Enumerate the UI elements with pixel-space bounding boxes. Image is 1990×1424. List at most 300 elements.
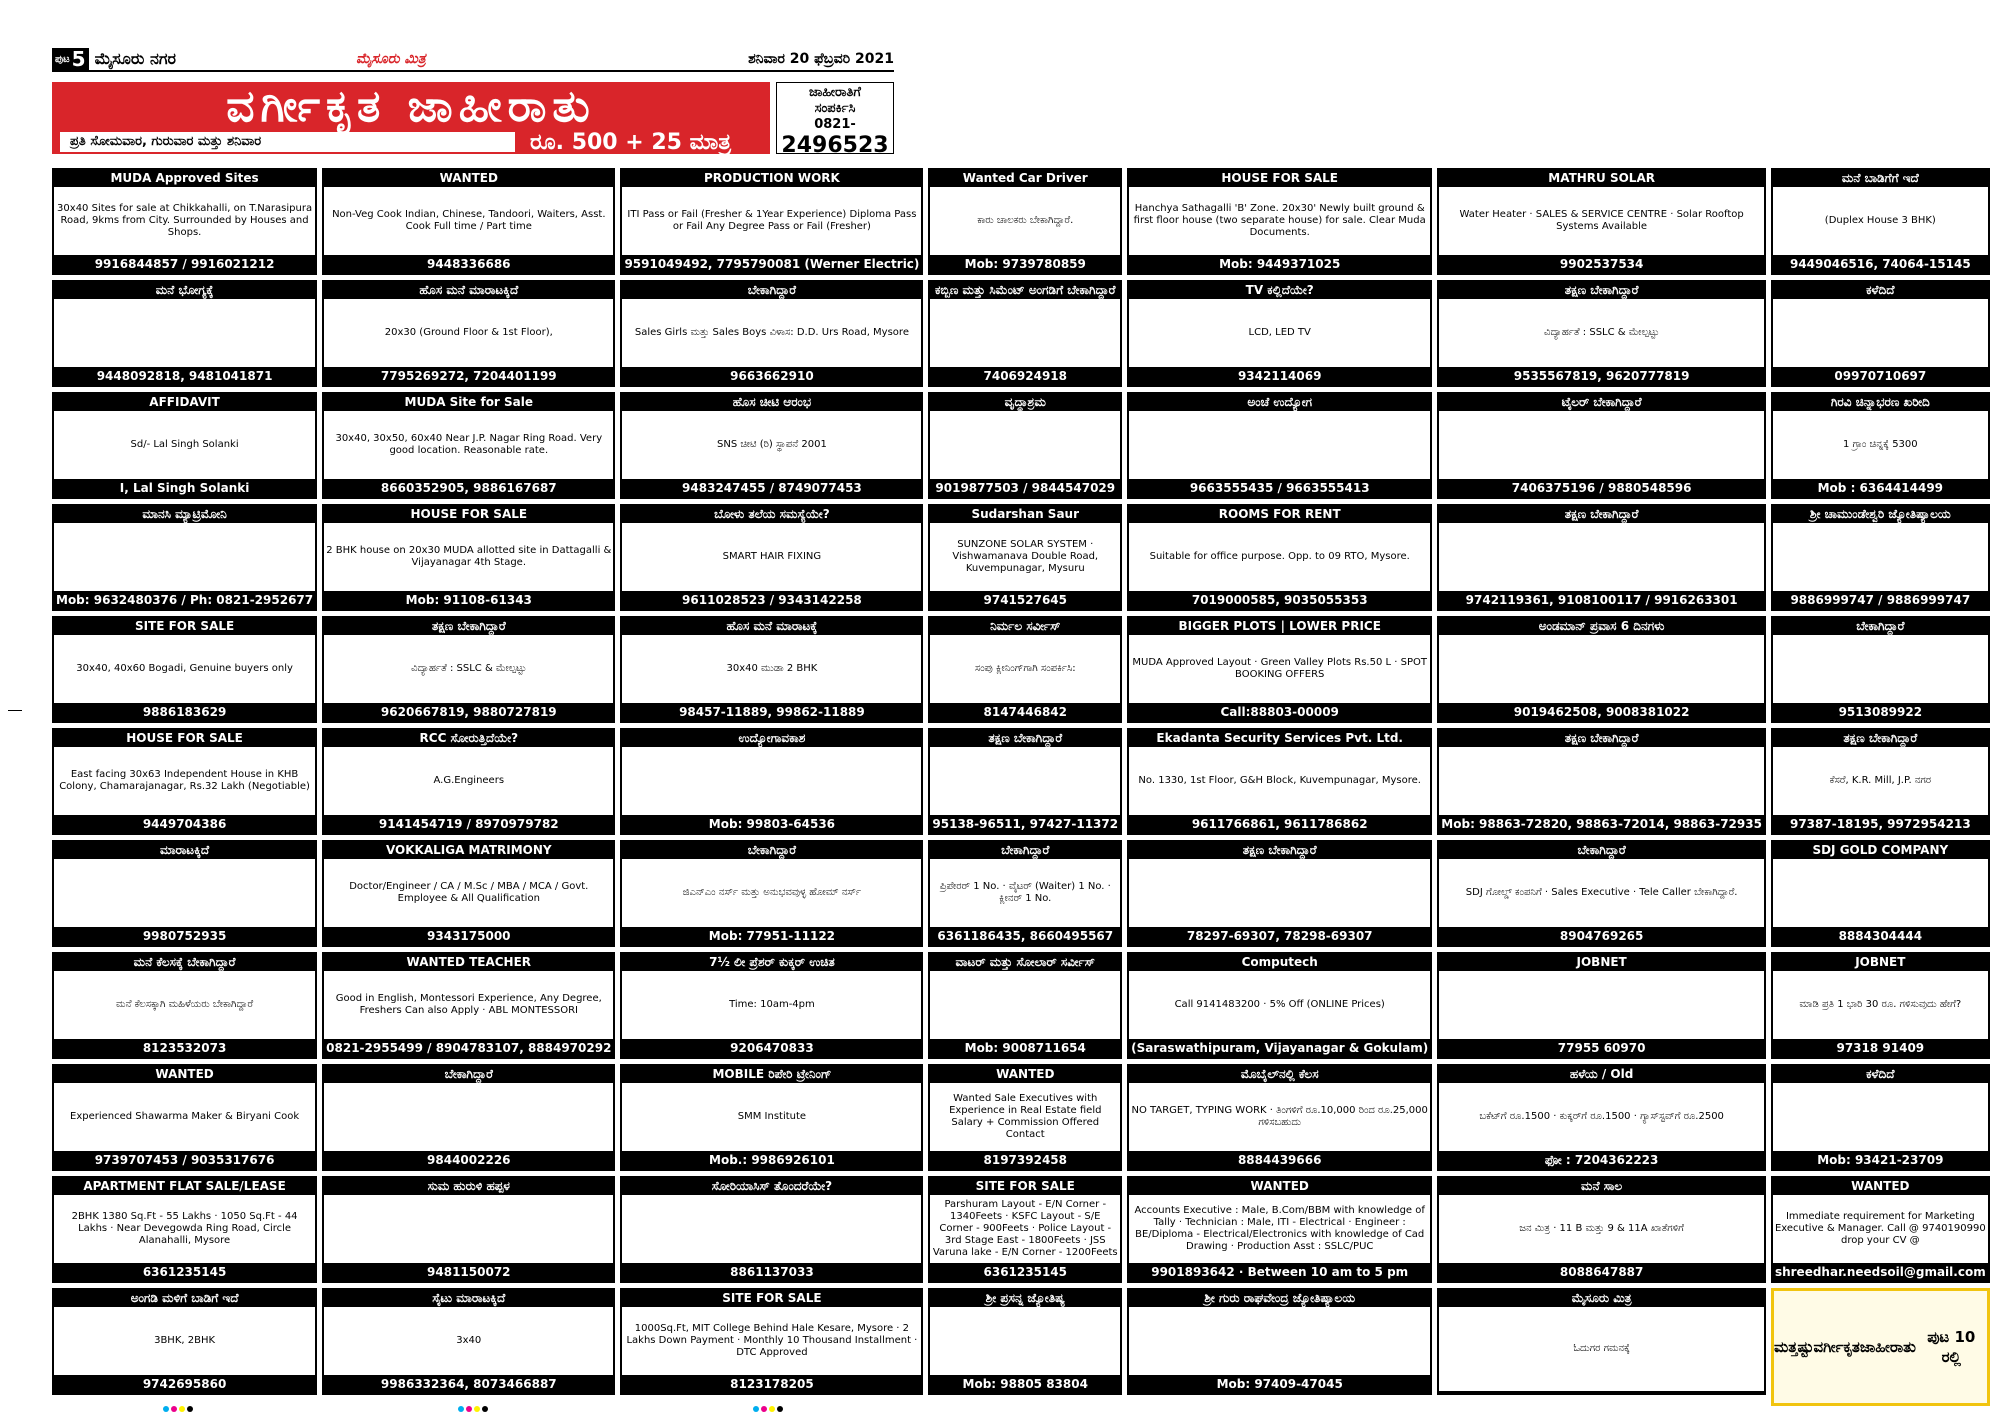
ad-heading: ಸೈಟು ಮಾರಾಟಕ್ಕಿದೆ bbox=[324, 1290, 613, 1307]
ad-body: 30x40, 40x60 Bogadi, Genuine buyers only bbox=[76, 663, 293, 674]
ad-body bbox=[54, 523, 315, 591]
classified-ad[interactable] bbox=[322, 1176, 615, 1283]
ad-heading: MUDA Approved Sites bbox=[54, 170, 315, 187]
classified-ad[interactable] bbox=[52, 1288, 317, 1395]
classified-ad[interactable] bbox=[1437, 1064, 1766, 1171]
classified-ad[interactable] bbox=[1437, 1288, 1766, 1395]
ad-body: Accounts Executive : Male, B.Com/BBM with knowledge of Tally · Technician : Male, ITI - Electrical · Engineer : BE/Diploma - Electrical/Electronics with knowledge of Cad Drawing · Production Asst : SSLC/PUC bbox=[1134, 1205, 1425, 1252]
classified-ad[interactable] bbox=[52, 280, 317, 387]
banner-title: ವರ್ಗೀಕೃತ ಜಾಹೀರಾತು bbox=[226, 81, 596, 132]
ad-phone[interactable]: 9611028523 / 9343142258 bbox=[622, 591, 921, 609]
ad-heading: ಅಂಡಮಾನ್ ಪ್ರವಾಸ 6 ದಿನಗಳು bbox=[1439, 618, 1764, 635]
ad-phone[interactable]: 97318 91409 bbox=[1773, 1039, 1988, 1057]
ad-heading: ಮಾರಾಟಕ್ಕಿದೆ bbox=[54, 842, 315, 859]
classified-ad[interactable] bbox=[1127, 280, 1432, 387]
classified-ad[interactable] bbox=[928, 840, 1122, 947]
ad-phone[interactable]: 9591049492, 7795790081 (Werner Electric) bbox=[624, 257, 920, 271]
ad-heading: ಗಿರವಿ ಚಿನ್ನಾಭರಣ ಖರೀದಿ bbox=[1773, 394, 1988, 411]
ad-phone[interactable]: 9019877503 / 9844547029 bbox=[930, 479, 1120, 497]
ad-body: ಮಾಡಿ ಪ್ರತಿ 1 ಭಾರಿ 30 ರೂ. ಗಳಿಸುವುದು ಹೇಗೆ? bbox=[1799, 999, 1962, 1010]
ad-heading: HOUSE FOR SALE bbox=[1129, 170, 1430, 187]
ad-phone[interactable]: 9916844857 / 9916021212 bbox=[54, 255, 315, 273]
ad-heading: ಮನೆ ಭೋಗ್ಯಕ್ಕೆ bbox=[54, 282, 315, 299]
ad-phone[interactable]: 9449704386 bbox=[54, 815, 315, 833]
ad-heading: SITE FOR SALE bbox=[930, 1178, 1120, 1195]
ad-phone[interactable]: Mob: 98863-72820, 98863-72014, 98863-72935 bbox=[1441, 817, 1762, 831]
ad-body bbox=[54, 859, 315, 927]
ad-phone[interactable]: 95138-96511, 97427-11372 bbox=[932, 817, 1119, 831]
classified-ad[interactable] bbox=[1127, 392, 1432, 499]
ad-body: ITI Pass or Fail (Fresher & 1Year Experience) Diploma Pass or Fail Any Degree Pass or Fail (Fresher) bbox=[627, 209, 917, 232]
classified-ad[interactable] bbox=[928, 728, 1122, 835]
ad-phone[interactable]: 9019462508, 9008381022 bbox=[1439, 703, 1764, 721]
ad-body bbox=[1773, 299, 1988, 367]
classified-ad[interactable] bbox=[620, 1064, 923, 1171]
ad-phone[interactable]: 9513089922 bbox=[1773, 703, 1988, 721]
ad-body: NO TARGET, TYPING WORK · ತಿಂಗಳಿಗೆ ರೂ.10,000 ರಿಂದ ರೂ.25,000 ಗಳಿಸಬಹುದು bbox=[1131, 1105, 1428, 1128]
ad-heading: ಮೈಸೂರು ಮಿತ್ರ bbox=[1439, 1290, 1764, 1307]
ad-phone[interactable]: 9742119361, 9108100117 / 9916263301 bbox=[1439, 591, 1764, 609]
ad-phone[interactable]: 77955 60970 bbox=[1439, 1039, 1764, 1057]
contact-line-2: ಸಂಪರ್ಕಿಸಿ bbox=[814, 101, 856, 116]
contact-box bbox=[776, 82, 894, 158]
ad-heading: ಬೇಕಾಗಿದ್ದಾರೆ bbox=[1439, 842, 1764, 859]
ad-heading: 7½ ಲೀ ಪ್ರೆಶರ್ ಕುಕ್ಕರ್ ಉಚಿತ bbox=[622, 954, 921, 971]
reg-marks-right bbox=[753, 1406, 783, 1418]
ad-heading: ಹೊಸ ಚೀಟಿ ಆರಂಭ bbox=[622, 394, 921, 411]
ad-heading: Wanted Car Driver bbox=[930, 170, 1120, 187]
color-registration-marks bbox=[0, 1406, 945, 1418]
classified-ad[interactable] bbox=[1437, 728, 1766, 835]
ad-phone[interactable]: Mob: 97409-47045 bbox=[1129, 1375, 1430, 1393]
classified-ad[interactable] bbox=[52, 952, 317, 1059]
classified-ad[interactable] bbox=[52, 1176, 317, 1283]
classified-ad[interactable] bbox=[1127, 1064, 1432, 1171]
classified-ad[interactable] bbox=[928, 168, 1122, 275]
ad-phone[interactable]: 8147446842 bbox=[930, 703, 1120, 721]
ad-body: SNS ಚೀಟಿ (ರಿ) ಸ್ಥಾಪನೆ 2001 bbox=[717, 439, 827, 450]
classified-ad[interactable] bbox=[322, 504, 615, 611]
ad-phone[interactable]: 8197392458 bbox=[930, 1151, 1120, 1169]
ad-phone[interactable]: 9741527645 bbox=[930, 591, 1120, 609]
ad-phone[interactable]: 78297-69307, 78298-69307 bbox=[1129, 927, 1430, 945]
classified-ad[interactable] bbox=[928, 616, 1122, 723]
ad-heading: ಅಂಚೆ ಉದ್ಯೋಗ bbox=[1129, 394, 1430, 411]
ad-phone[interactable]: Mob: 93421-23709 bbox=[1773, 1151, 1988, 1169]
classified-ad[interactable] bbox=[52, 1064, 317, 1171]
classified-ad[interactable] bbox=[620, 728, 923, 835]
ad-phone[interactable]: (Saraswathipuram, Vijayanagar & Gokulam) bbox=[1131, 1041, 1429, 1055]
ad-body: Parshuram Layout - E/N Corner - 1340Feets · KSFC Layout - S/E Corner - 900Feets · Police Layout - 3rd Stage East - 1800Feets · JSS Varuna lake - E/N Corner - 1200Feets bbox=[932, 1199, 1118, 1258]
ad-body bbox=[1439, 747, 1764, 815]
ad-heading: ಮನೆ ಸಾಲ bbox=[1439, 1178, 1764, 1195]
ad-body: ಸಂಪು ಕ್ಲೀನಿಂಗ್‌ಗಾಗಿ ಸಂಪರ್ಕಿಸಿ: bbox=[974, 663, 1076, 674]
ad-phone[interactable]: 9663555435 / 9663555413 bbox=[1129, 479, 1430, 497]
ad-phone[interactable]: 8904769265 bbox=[1439, 927, 1764, 945]
ad-phone[interactable]: 9742695860 bbox=[54, 1375, 315, 1393]
page-number-box bbox=[52, 48, 89, 70]
ad-body bbox=[324, 1083, 613, 1151]
ad-heading: ಅಂಗಡಿ ಮಳಿಗೆ ಬಾಡಿಗೆ ಇದೆ bbox=[54, 1290, 315, 1307]
ad-body: LCD, LED TV bbox=[1248, 327, 1311, 338]
ad-heading: BIGGER PLOTS | LOWER PRICE bbox=[1129, 618, 1430, 635]
classified-ad[interactable] bbox=[322, 392, 615, 499]
ad-body bbox=[930, 299, 1120, 367]
ad-body: 30x40 Sites for sale at Chikkahalli, on T.Narasipura Road, 9kms from City. Surrounded by Houses and Shops. bbox=[57, 203, 313, 238]
ad-heading: ವಾಟರ್ ಮತ್ತು ಸೋಲಾರ್ ಸರ್ವೀಸ್ bbox=[930, 954, 1120, 971]
ad-body: ಕಾರು ಚಾಲಕರು ಬೇಕಾಗಿದ್ದಾರೆ. bbox=[977, 215, 1074, 226]
classified-ad[interactable] bbox=[322, 168, 615, 275]
issue-date: ಶನಿವಾರ 20 ಫೆಬ್ರವರಿ 2021 bbox=[748, 51, 894, 67]
ad-phone[interactable] bbox=[1439, 1391, 1764, 1393]
classified-ad[interactable] bbox=[322, 952, 615, 1059]
contact-number[interactable]: 2496523 bbox=[781, 133, 889, 158]
classified-ad[interactable] bbox=[620, 1288, 923, 1395]
ad-phone[interactable]: 9449046516, 74064-15145 bbox=[1773, 255, 1988, 273]
newspaper-logo[interactable]: ಮೈಸೂರು ಮಿತ್ರ bbox=[355, 51, 426, 67]
classified-ad[interactable] bbox=[1127, 504, 1432, 611]
ad-phone[interactable]: 6361235145 bbox=[930, 1263, 1120, 1281]
classified-ad[interactable] bbox=[928, 1288, 1122, 1395]
classified-ad[interactable] bbox=[1127, 728, 1432, 835]
classified-ad[interactable] bbox=[1771, 1176, 1990, 1283]
ad-phone[interactable]: Mob: 9449371025 bbox=[1129, 255, 1430, 273]
classified-ad[interactable] bbox=[928, 280, 1122, 387]
ad-phone[interactable]: 8884304444 bbox=[1773, 927, 1988, 945]
classified-ad[interactable] bbox=[1771, 504, 1990, 611]
classified-ad[interactable] bbox=[1437, 840, 1766, 947]
ad-phone[interactable]: Mob: 9632480376 / Ph: 0821-2952677 bbox=[56, 593, 314, 607]
ad-phone[interactable]: 7406375196 / 9880548596 bbox=[1439, 479, 1764, 497]
ad-body bbox=[1439, 411, 1764, 479]
ad-body: ಜಿಎನ್‌ಎಂ ನರ್ಸ್ ಮತ್ತು ಅನುಭವವುಳ್ಳ ಹೋಮ್ ನರ್ಸ್ bbox=[682, 887, 862, 898]
ad-body: ವಿದ್ಯಾರ್ಹತೆ : SSLC & ಮೇಲ್ಪಟ್ಟು bbox=[411, 663, 527, 674]
ad-phone[interactable]: Mob: 9008711654 bbox=[930, 1039, 1120, 1057]
ad-body: 1 ಗ್ರಾಂ ಚಿನ್ನಕ್ಕೆ 5300 bbox=[1843, 439, 1918, 450]
ad-heading: HOUSE FOR SALE bbox=[54, 730, 315, 747]
ad-heading: MUDA Site for Sale bbox=[324, 394, 613, 411]
ad-heading: ಟೈಲರ್ ಬೇಕಾಗಿದ್ದಾರೆ bbox=[1439, 394, 1764, 411]
classified-ad[interactable] bbox=[928, 1176, 1122, 1283]
ad-heading: Computech bbox=[1129, 954, 1430, 971]
ad-body bbox=[54, 299, 315, 367]
ad-body bbox=[1129, 411, 1430, 479]
classified-ad[interactable] bbox=[1771, 952, 1990, 1059]
ad-phone[interactable]: Mob: 99803-64536 bbox=[622, 815, 921, 833]
ad-heading: ಕಳೆದಿದೆ bbox=[1773, 282, 1988, 299]
classified-ad[interactable] bbox=[52, 392, 317, 499]
ad-body: Doctor/Engineer / CA / M.Sc / MBA / MCA / Govt. Employee & All Qualification bbox=[349, 881, 589, 904]
ad-body: 30x40, 30x50, 60x40 Near J.P. Nagar Ring Road. Very good location. Reasonable rate. bbox=[335, 433, 603, 456]
classified-ad[interactable] bbox=[1771, 392, 1990, 499]
ad-heading: ಬೇಕಾಗಿದ್ದಾರೆ bbox=[622, 842, 921, 859]
ads-grid bbox=[52, 168, 1986, 1406]
ad-phone[interactable]: 9343175000 bbox=[324, 927, 613, 945]
ad-body bbox=[1439, 523, 1764, 591]
classified-ad[interactable] bbox=[1771, 280, 1990, 387]
ad-phone[interactable]: 9611766861, 9611786862 bbox=[1129, 815, 1430, 833]
ad-heading: JOBNET bbox=[1773, 954, 1988, 971]
ad-heading: ಬೇಕಾಗಿದ್ದಾರೆ bbox=[622, 282, 921, 299]
ad-phone[interactable]: 8861137033 bbox=[622, 1263, 921, 1281]
ad-body: 2 BHK house on 20x30 MUDA allotted site in Dattagalli & Vijayanagar 4th Stage. bbox=[326, 545, 612, 568]
classified-ad[interactable] bbox=[620, 616, 923, 723]
classified-ad[interactable] bbox=[928, 952, 1122, 1059]
ad-heading: ವೃದ್ಧಾಶ್ರಮ bbox=[930, 394, 1120, 411]
ad-phone[interactable]: 9886999747 / 9886999747 bbox=[1773, 591, 1988, 609]
ad-phone[interactable]: Mob: 98805 83804 bbox=[930, 1375, 1120, 1393]
ad-phone[interactable]: 7406924918 bbox=[930, 367, 1120, 385]
ad-phone[interactable]: 9986332364, 8073466887 bbox=[324, 1375, 613, 1393]
ad-heading: ಸೋರಿಯಾಸಿಸ್ ತೊಂದರೆಯೇ? bbox=[622, 1178, 921, 1195]
ad-heading: ಬೋಳು ತಲೆಯ ಸಮಸ್ಯೆಯೇ? bbox=[622, 506, 921, 523]
classified-ad[interactable] bbox=[620, 952, 923, 1059]
ad-phone[interactable]: 8884439666 bbox=[1129, 1151, 1430, 1169]
ad-heading: WANTED bbox=[324, 170, 613, 187]
ad-heading: ತಕ್ಷಣ ಬೇಕಾಗಿದ್ದಾರೆ bbox=[324, 618, 613, 635]
classified-ad[interactable] bbox=[620, 168, 923, 275]
ad-heading: ಕಳೆದಿದೆ bbox=[1773, 1066, 1988, 1083]
contact-line-1: ಜಾಹೀರಾತಿಗೆ bbox=[809, 85, 861, 100]
ad-price: ರೂ. 500 + 25 ಮಾತ್ರ bbox=[530, 130, 731, 155]
ad-body: ಕೆಸರೆ, K.R. Mill, J.P. ನಗರ bbox=[1829, 775, 1932, 786]
ad-heading: ಬೇಕಾಗಿದ್ದಾರೆ bbox=[930, 842, 1120, 859]
ad-body bbox=[1773, 859, 1988, 927]
classified-ad[interactable] bbox=[1127, 1176, 1432, 1283]
ad-heading: SITE FOR SALE bbox=[54, 618, 315, 635]
ad-phone[interactable]: 9483247455 / 8749077453 bbox=[622, 479, 921, 497]
ad-body: No. 1330, 1st Floor, G&H Block, Kuvempunagar, Mysore. bbox=[1138, 775, 1421, 786]
ad-heading: WANTED TEACHER bbox=[324, 954, 613, 971]
ad-heading: ತಕ್ಷಣ ಬೇಕಾಗಿದ್ದಾರೆ bbox=[1129, 842, 1430, 859]
classified-ad[interactable] bbox=[1127, 1288, 1432, 1395]
ad-phone[interactable]: Mob: 77951-11122 bbox=[622, 927, 921, 945]
classified-ad[interactable] bbox=[1127, 840, 1432, 947]
ad-body: Good in English, Montessori Experience, Any Degree, Freshers Can also Apply · ABL MONTESSORI bbox=[335, 993, 602, 1016]
ad-body: Water Heater · SALES & SERVICE CENTRE · Solar Rooftop Systems Available bbox=[1459, 209, 1744, 232]
ad-phone[interactable]: 7795269272, 7204401199 bbox=[324, 367, 613, 385]
classified-ad[interactable] bbox=[1771, 840, 1990, 947]
ad-heading: ತಕ್ಷಣ ಬೇಕಾಗಿದ್ದಾರೆ bbox=[1439, 282, 1764, 299]
classified-ad[interactable] bbox=[1437, 168, 1766, 275]
classified-ad[interactable] bbox=[1771, 616, 1990, 723]
ad-body: Non-Veg Cook Indian, Chinese, Tandoori, Waiters, Asst. Cook Full time / Part time bbox=[332, 209, 606, 232]
ad-heading: WANTED bbox=[54, 1066, 315, 1083]
ad-phone[interactable]: 9844002226 bbox=[324, 1151, 613, 1169]
classified-ad[interactable] bbox=[52, 504, 317, 611]
ad-phone[interactable]: 9206470833 bbox=[622, 1039, 921, 1057]
ad-phone[interactable]: 8660352905, 9886167687 bbox=[324, 479, 613, 497]
ad-phone[interactable]: Mob: 9739780859 bbox=[930, 255, 1120, 273]
ad-phone[interactable]: 9141454719 / 8970979782 bbox=[324, 815, 613, 833]
ad-phone[interactable]: 9448092818, 9481041871 bbox=[54, 367, 315, 385]
ad-phone[interactable]: 6361186435, 8660495567 bbox=[930, 927, 1120, 945]
ad-phone[interactable]: 9739707453 / 9035317676 bbox=[54, 1151, 315, 1169]
classified-ad[interactable] bbox=[620, 392, 923, 499]
ad-phone[interactable]: Call:88803-00009 bbox=[1129, 703, 1430, 721]
ad-heading: ಶ್ರೀ ಗುರು ರಾಘವೇಂದ್ರ ಜ್ಯೋತಿಷ್ಯಾಲಯ bbox=[1129, 1290, 1430, 1307]
ad-phone[interactable]: 8088647887 bbox=[1439, 1263, 1764, 1281]
ad-heading: HOUSE FOR SALE bbox=[324, 506, 613, 523]
ad-phone[interactable]: 8123532073 bbox=[54, 1039, 315, 1057]
ad-phone[interactable]: ಫೋ : 7204362223 bbox=[1439, 1151, 1764, 1169]
ad-body: Wanted Sale Executives with Experience in Real Estate field Salary + Commission Offered Contact bbox=[949, 1093, 1102, 1140]
classified-ad[interactable] bbox=[52, 616, 317, 723]
ad-body: East facing 30x63 Independent House in KHB Colony, Chamarajanagar, Rs.32 Lakh (Negotiable) bbox=[59, 769, 310, 792]
ad-body: 30x40 ಮುಡಾ 2 BHK bbox=[726, 663, 818, 674]
classified-ad[interactable] bbox=[322, 728, 615, 835]
ad-phone[interactable]: 9342114069 bbox=[1129, 367, 1430, 385]
ad-body: Suitable for office purpose. Opp. to 09 RTO, Mysore. bbox=[1149, 551, 1410, 562]
ad-heading: Ekadanta Security Services Pvt. Ltd. bbox=[1129, 730, 1430, 747]
ad-body: ವಿದ್ಯಾರ್ಹತೆ : SSLC & ಮೇಲ್ಪಟ್ಟು bbox=[1544, 327, 1660, 338]
ad-body bbox=[1773, 523, 1988, 591]
classified-ad[interactable] bbox=[620, 840, 923, 947]
ad-phone[interactable]: Mob: 91108-61343 bbox=[324, 591, 613, 609]
ad-phone[interactable]: 9481150072 bbox=[324, 1263, 613, 1281]
classified-banner bbox=[52, 82, 770, 154]
ad-heading: VOKKALIGA MATRIMONY bbox=[324, 842, 613, 859]
ad-body: A.G.Engineers bbox=[433, 775, 505, 786]
classified-ad[interactable] bbox=[620, 1176, 923, 1283]
promo-line3: ಜಾಹೀರಾತು bbox=[1859, 1338, 1916, 1356]
classified-ad[interactable] bbox=[52, 728, 317, 835]
ad-phone[interactable]: 9902537534 bbox=[1439, 255, 1764, 273]
ad-phone[interactable]: 7019000585, 9035055353 bbox=[1129, 591, 1430, 609]
ad-body: SMART HAIR FIXING bbox=[722, 551, 822, 562]
classified-ad[interactable] bbox=[52, 168, 317, 275]
ad-body: Sales Girls ಮತ್ತು Sales Boys ವಿಳಾಸ: D.D. Urs Road, Mysore bbox=[634, 327, 909, 338]
publish-days: ಪ್ರತಿ ಸೋಮವಾರ, ಗುರುವಾರ ಮತ್ತು ಶನಿವಾರ bbox=[60, 132, 515, 152]
classified-ad[interactable] bbox=[1771, 728, 1990, 835]
ad-body: ಬಕೆಟ್‌ಗೆ ರೂ.1500 · ಕುಕ್ಕರ್‌ಗೆ ರೂ.1500 · ಗ್ಯಾಸ್‌ಸ್ಟವ್‌ಗೆ ರೂ.2500 bbox=[1479, 1111, 1724, 1122]
classified-ad[interactable] bbox=[928, 392, 1122, 499]
ad-phone[interactable]: 8123178205 bbox=[622, 1375, 921, 1393]
classified-ad[interactable] bbox=[322, 1288, 615, 1395]
ad-heading: ತಕ್ಷಣ ಬೇಕಾಗಿದ್ದಾರೆ bbox=[1773, 730, 1988, 747]
ad-heading: ಮನೆ ಕೆಲಸಕ್ಕೆ ಬೇಕಾಗಿದ್ದಾರೆ bbox=[54, 954, 315, 971]
classified-ad[interactable] bbox=[1437, 392, 1766, 499]
ad-body: 2BHK 1380 Sq.Ft - 55 Lakhs · 1050 Sq.Ft - 44 Lakhs · Near Devegowda Ring Road, Circle Alanahalli, Mysore bbox=[71, 1211, 298, 1246]
promo-line1: ಮತ್ತಷ್ಟು bbox=[1773, 1338, 1814, 1356]
ad-heading: Sudarshan Saur bbox=[930, 506, 1120, 523]
ad-heading: ಉದ್ಯೋಗಾವಕಾಶ bbox=[622, 730, 921, 747]
classified-ad[interactable] bbox=[1437, 952, 1766, 1059]
classified-ad[interactable] bbox=[322, 840, 615, 947]
classified-ad[interactable] bbox=[620, 504, 923, 611]
page-label: ಪುಟ bbox=[55, 53, 70, 65]
classified-ad[interactable] bbox=[1771, 1064, 1990, 1171]
ad-body bbox=[930, 747, 1120, 815]
ad-body: SDJ ಗೋಲ್ಡ್ ಕಂಪನಿಗೆ · Sales Executive · Tele Caller ಬೇಕಾಗಿದ್ದಾರೆ. bbox=[1465, 887, 1738, 898]
classified-ad[interactable] bbox=[1127, 168, 1432, 275]
classified-ad[interactable] bbox=[1437, 616, 1766, 723]
ad-phone[interactable]: 9620667819, 9880727819 bbox=[324, 703, 613, 721]
classified-ad[interactable] bbox=[1437, 504, 1766, 611]
ad-heading: MOBILE ರಿಪೇರಿ ಟ್ರೇನಿಂಗ್ bbox=[622, 1066, 921, 1083]
classified-ad[interactable] bbox=[322, 280, 615, 387]
ad-phone[interactable]: shreedhar.needsoil@gmail.com bbox=[1774, 1265, 1986, 1279]
ad-heading: ಸುಮ ಹುರುಳಿ ಹಪ್ಪಳ bbox=[324, 1178, 613, 1195]
classified-ad[interactable] bbox=[1771, 168, 1990, 275]
ad-heading: ಹೊಸ ಮನೆ ಮಾರಾಟಕ್ಕಿದೆ bbox=[324, 282, 613, 299]
contact-line-3: 0821- bbox=[814, 117, 856, 132]
classified-ad[interactable] bbox=[1127, 952, 1432, 1059]
classified-ad[interactable] bbox=[322, 1064, 615, 1171]
ad-heading: SITE FOR SALE bbox=[622, 1290, 921, 1307]
ad-body: 20x30 (Ground Floor & 1st Floor), bbox=[384, 327, 553, 338]
ad-body: SUNZONE SOLAR SYSTEM · Vishwamanava Double Road, Kuvempunagar, Mysuru bbox=[952, 539, 1099, 574]
classified-ad[interactable] bbox=[928, 1064, 1122, 1171]
reg-marks-center bbox=[458, 1406, 488, 1418]
ad-heading: ಬೇಕಾಗಿದ್ದಾರೆ bbox=[1773, 618, 1988, 635]
ad-heading: MATHRU SOLAR bbox=[1439, 170, 1764, 187]
ad-body: Sd/- Lal Singh Solanki bbox=[130, 439, 239, 450]
classified-ad[interactable] bbox=[928, 504, 1122, 611]
ad-heading: AFFIDAVIT bbox=[54, 394, 315, 411]
fold-mark bbox=[8, 710, 22, 711]
ad-phone[interactable]: Mob.: 9986926101 bbox=[622, 1151, 921, 1169]
ad-phone[interactable]: 9980752935 bbox=[54, 927, 315, 945]
ad-phone[interactable]: 98457-11889, 99862-11889 bbox=[622, 703, 921, 721]
ad-body bbox=[930, 411, 1120, 479]
classified-ad[interactable] bbox=[52, 840, 317, 947]
ad-body: MUDA Approved Layout · Green Valley Plots Rs.50 L · SPOT BOOKING OFFERS bbox=[1132, 657, 1427, 680]
classified-ad[interactable] bbox=[1437, 280, 1766, 387]
promo-line4: ಪುಟ 10 ರಲ್ಲಿ bbox=[1927, 1328, 1976, 1366]
ad-phone[interactable]: 09970710697 bbox=[1773, 367, 1988, 385]
ad-phone[interactable]: 9901893642 · Between 10 am to 5 pm bbox=[1129, 1263, 1430, 1281]
ad-phone[interactable]: 97387-18195, 9972954213 bbox=[1773, 815, 1988, 833]
ad-phone[interactable]: 9448336686 bbox=[324, 255, 613, 273]
ad-body bbox=[930, 971, 1120, 1039]
ad-heading: JOBNET bbox=[1439, 954, 1764, 971]
masthead bbox=[52, 48, 894, 72]
ad-phone[interactable]: 9535567819, 9620777819 bbox=[1439, 367, 1764, 385]
ad-body: Call 9141483200 · 5% Off (ONLINE Prices) bbox=[1174, 999, 1385, 1010]
ad-phone[interactable]: 0821-2955499 / 8904783107, 8884970292 bbox=[326, 1041, 612, 1055]
ad-heading: RCC ಸೋರುತ್ತಿದೆಯೇ? bbox=[324, 730, 613, 747]
ad-phone[interactable]: 9663662910 bbox=[622, 367, 921, 385]
ad-body: 1000Sq.Ft, MIT College Behind Hale Kesare, Mysore · 2 Lakhs Down Payment · Monthly 10 Thousand Installment · DTC Approved bbox=[626, 1323, 918, 1358]
classified-ad[interactable] bbox=[1437, 1176, 1766, 1283]
ad-body: ಮನೆ ಕೆಲಸಕ್ಕಾಗಿ ಮಹಿಳೆಯರು ಬೇಕಾಗಿದ್ದಾರೆ bbox=[116, 999, 254, 1010]
ad-body bbox=[1439, 971, 1764, 1039]
ad-body bbox=[1773, 635, 1988, 703]
reg-marks-left bbox=[163, 1406, 193, 1418]
ad-heading: ಮಾನಸಿ ಮ್ಯಾಟ್ರಿಮೋನಿ bbox=[54, 506, 315, 523]
section-title: ಮೈಸೂರು ನಗರ bbox=[94, 49, 176, 68]
ad-phone[interactable]: 9886183629 bbox=[54, 703, 315, 721]
ad-body bbox=[622, 1195, 921, 1263]
ad-body bbox=[1129, 1307, 1430, 1375]
ad-phone[interactable]: 6361235145 bbox=[54, 1263, 315, 1281]
ad-body: Hanchya Sathagalli 'B' Zone. 20x30' Newly built ground & first floor house (two separate house) for sale. Clear Muda Documents. bbox=[1133, 203, 1426, 238]
ad-heading: ತಕ್ಷಣ ಬೇಕಾಗಿದ್ದಾರೆ bbox=[1439, 730, 1764, 747]
more-classifieds-promo bbox=[1771, 1288, 1990, 1406]
ad-heading: ಮೊಬೈಲ್‌ನಲ್ಲಿ ಕೆಲಸ bbox=[1129, 1066, 1430, 1083]
ad-phone[interactable]: Mob : 6364414499 bbox=[1773, 479, 1988, 497]
classified-ad[interactable] bbox=[620, 280, 923, 387]
classified-ad[interactable] bbox=[322, 616, 615, 723]
ad-heading: WANTED bbox=[1773, 1178, 1988, 1195]
ad-body bbox=[1439, 635, 1764, 703]
classified-ad[interactable] bbox=[1127, 616, 1432, 723]
ad-body bbox=[324, 1195, 613, 1263]
ad-heading: ಹಳೆಯ / Old bbox=[1439, 1066, 1764, 1083]
ad-phone[interactable]: I, Lal Singh Solanki bbox=[54, 479, 315, 497]
ad-body bbox=[622, 747, 921, 815]
